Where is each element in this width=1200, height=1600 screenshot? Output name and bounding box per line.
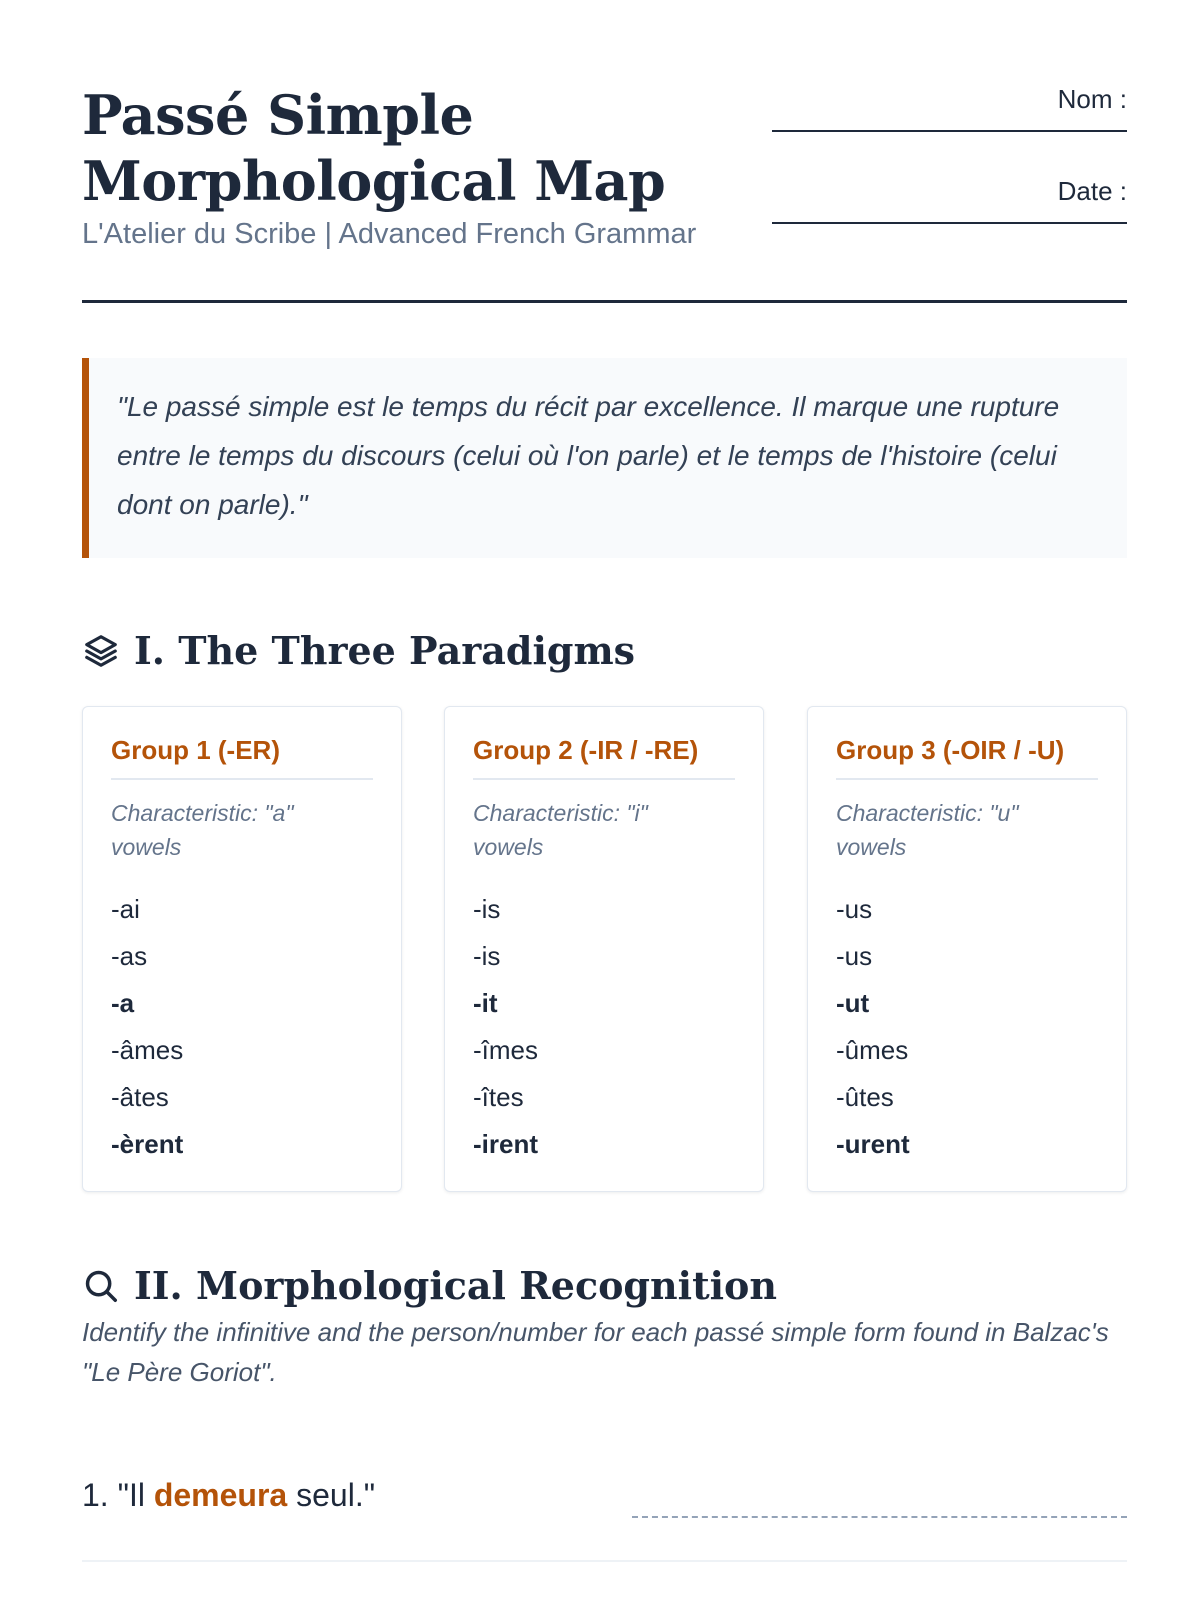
- card-title: Group 1 (-ER): [111, 735, 373, 780]
- paradigm-cards: [82, 706, 1127, 1192]
- card-characteristic: Characteristic: "a" vowels: [111, 800, 294, 860]
- title-line-2: Morphological Map: [82, 149, 666, 213]
- section-heading-recognition: [82, 1263, 777, 1308]
- section-heading-paradigms: [82, 628, 635, 673]
- answer-field[interactable]: [632, 1516, 1127, 1518]
- name-field[interactable]: [772, 130, 1127, 132]
- card-characteristic: Characteristic: "u" vowels: [836, 800, 1019, 860]
- ending-list: [111, 886, 373, 1168]
- search-icon: [82, 1267, 120, 1305]
- layers-icon: [82, 632, 120, 670]
- page-title: [82, 82, 665, 214]
- ending-1p: -îmes: [473, 1035, 538, 1065]
- date-field[interactable]: [772, 222, 1127, 224]
- ending-3p: -urent: [836, 1129, 910, 1159]
- exercise-item: [82, 1470, 1127, 1562]
- exercise-sentence: [82, 1470, 375, 1520]
- paradigm-card-group-3: [807, 706, 1127, 1192]
- name-label: Nom :: [1057, 84, 1127, 114]
- exercise-instructions: Identify the infinitive and the person/number for each passé simple form found in Balzac's "Le Père Goriot".: [82, 1317, 1109, 1387]
- header-divider: [82, 300, 1127, 303]
- paradigm-card-group-1: [82, 706, 402, 1192]
- section-title: I. The Three Paradigms: [134, 628, 636, 673]
- intro-quote: [82, 358, 1127, 558]
- ending-3p: -èrent: [111, 1129, 184, 1159]
- title-line-1: Passé Simple: [82, 83, 474, 147]
- ending-3s: -it: [473, 988, 498, 1018]
- ending-1s: -is: [473, 894, 501, 924]
- card-characteristic: Characteristic: "i" vowels: [473, 800, 648, 860]
- section-title: II. Morphological Recognition: [134, 1263, 778, 1308]
- highlighted-verb: demeura: [153, 1477, 288, 1513]
- ending-1p: -ûmes: [836, 1035, 909, 1065]
- ending-1p: -âmes: [111, 1035, 184, 1065]
- sentence-after: seul.": [287, 1477, 376, 1513]
- ending-3s: -ut: [836, 988, 870, 1018]
- quote-text: "Le passé simple est le temps du récit par excellence. Il marque une rupture entre le temps du discours (celui où l'on parle) et le temps de l'histoire (celui dont on parle).": [117, 391, 1060, 520]
- ending-2p: -âtes: [111, 1082, 169, 1112]
- ending-2p: -îtes: [473, 1082, 524, 1112]
- ending-2p: -ûtes: [836, 1082, 894, 1112]
- ending-list: [836, 886, 1098, 1168]
- page-header: [82, 82, 1127, 304]
- ending-3s: -a: [111, 988, 135, 1018]
- card-title: Group 2 (-IR / -RE): [473, 735, 735, 780]
- sentence-before: "Il: [117, 1477, 154, 1513]
- date-label: Date :: [1057, 176, 1127, 206]
- paradigm-card-group-2: [444, 706, 764, 1192]
- ending-1s: -us: [836, 894, 873, 924]
- card-title: Group 3 (-OIR / -U): [836, 735, 1098, 780]
- page-subtitle: L'Atelier du Scribe | Advanced French Grammar: [82, 218, 697, 250]
- ending-1s: -ai: [111, 894, 140, 924]
- ending-2s: -as: [111, 941, 148, 971]
- item-number: 1.: [82, 1477, 109, 1513]
- student-fields: [772, 82, 1127, 266]
- ending-3p: -irent: [473, 1129, 538, 1159]
- ending-2s: -is: [473, 941, 501, 971]
- ending-list: [473, 886, 735, 1168]
- ending-2s: -us: [836, 941, 873, 971]
